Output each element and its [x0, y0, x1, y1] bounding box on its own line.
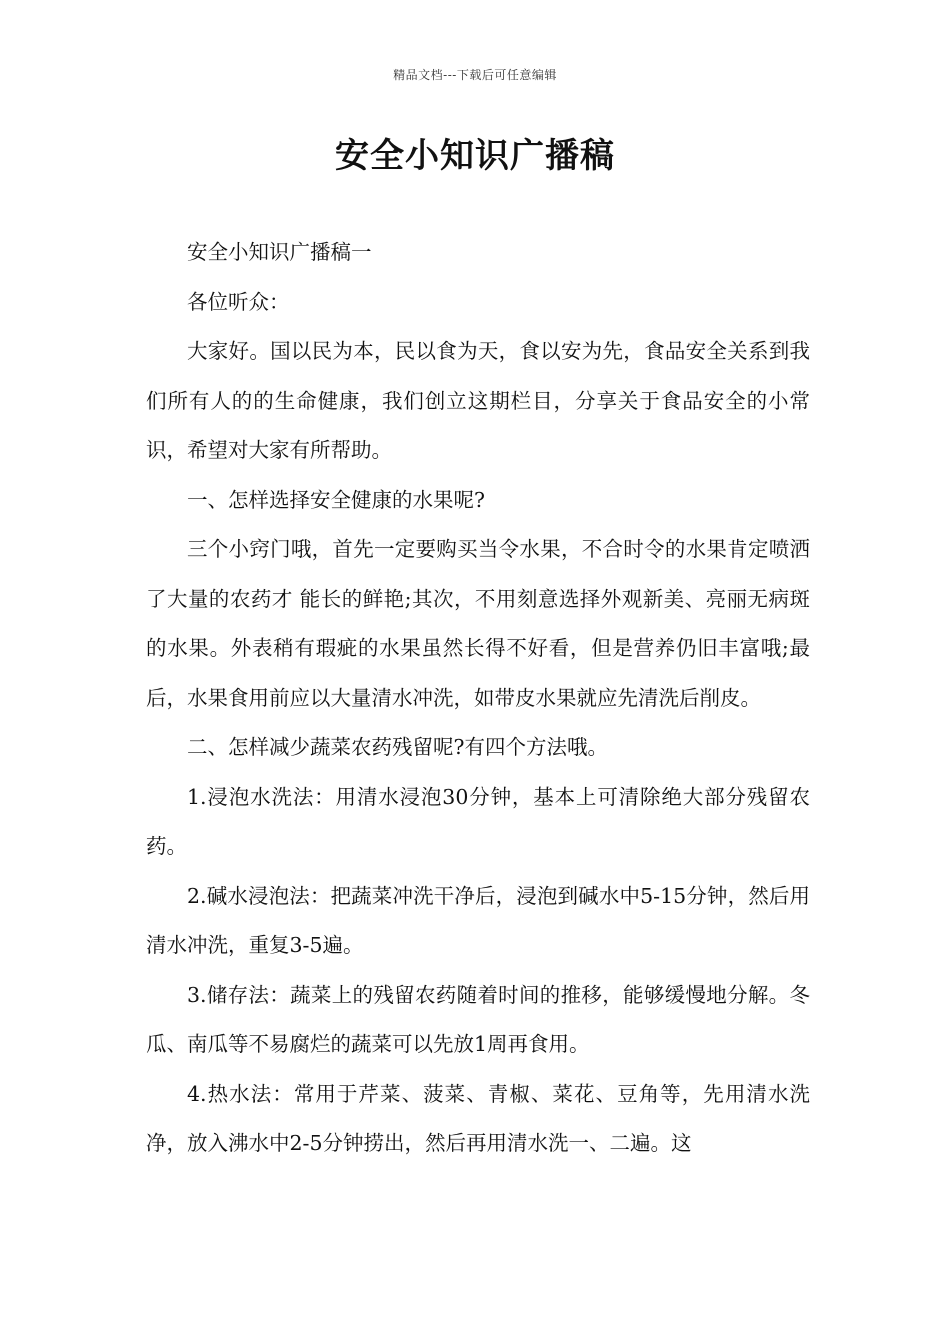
paragraph-subtitle: 安全小知识广播稿一	[187, 240, 372, 264]
paragraph-greeting: 各位听众：	[187, 289, 290, 314]
paragraph-method-1: 1.浸泡水洗法：用清水浸泡30分钟，基本上可清除绝大部分残留农药。	[146, 784, 810, 858]
paragraph-method-4: 4.热水法：常用于芹菜、菠菜、青椒、菜花、豆角等，先用清水洗净，放入沸水中2-5分钟捞出，然后再用清水洗一、二遍。这	[146, 1081, 810, 1155]
paragraph-intro: 大家好。国以民为本，民以食为天，食以安为先，食品安全关系到我们所有人的的生命健康，我们创立这期栏目，分享关于食品安全的小常识，希望对大家有所帮助。	[146, 339, 810, 462]
paragraph-method-3: 3.储存法：蔬菜上的残留农药随着时间的推移，能够缓慢地分解。冬瓜、南瓜等不易腐烂的蔬菜可以先放1周再食用。	[146, 982, 810, 1056]
paragraph-fruit-tips: 三个小窍门哦，首先一定要购买当令水果，不合时令的水果肯定喷洒了大量的农药才 能长的鲜艳;其次，不用刻意选择外观新美、亮丽无病斑的水果。外表稍有瑕疵的水果虽然长得不好看，但是营养仍旧丰富哦;最后，水果食用前应以大量清水冲洗，如带皮水果就应先清洗后削皮。	[146, 537, 810, 710]
document-title: 安全小知识广播稿	[335, 136, 615, 176]
document-body	[146, 228, 810, 1169]
paragraph-method-2: 2.碱水浸泡法：把蔬菜冲洗干净后，浸泡到碱水中5-15分钟，然后用清水冲洗，重复3-5遍。	[146, 883, 810, 957]
paragraph-heading-fruit: 一、怎样选择安全健康的水果呢?	[187, 487, 485, 512]
paragraph-heading-vegetable: 二、怎样减少蔬菜农药残留呢?有四个方法哦。	[187, 735, 608, 759]
header-note: 精品文档---下载后可任意编辑	[393, 68, 557, 82]
